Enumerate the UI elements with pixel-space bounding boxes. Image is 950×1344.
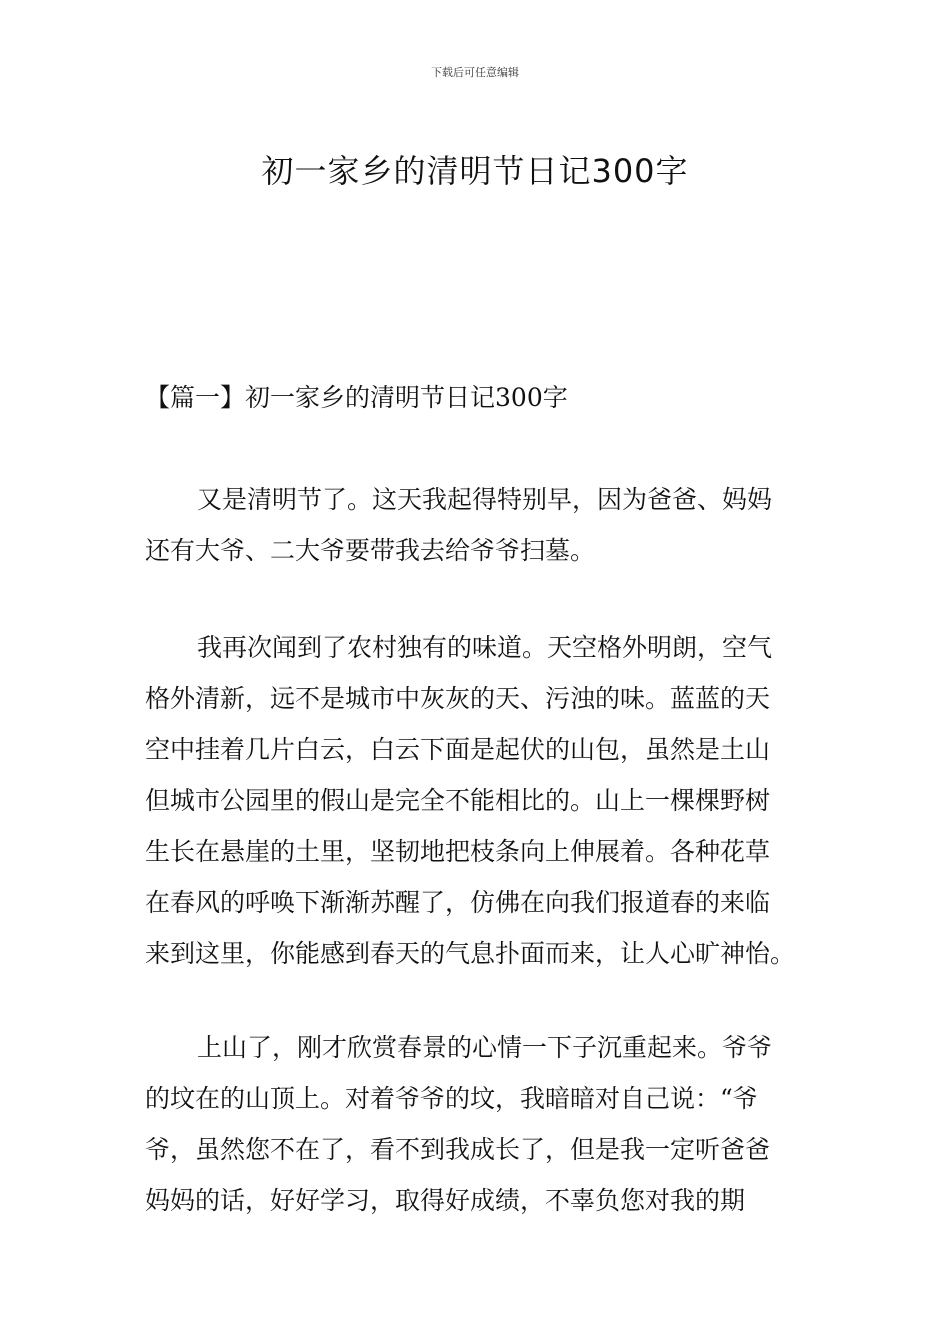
paragraph-line: 又是清明节了。这天我起得特别早，因为爸爸、妈妈 <box>197 485 773 514</box>
paragraph-line: 的坟在的山顶上。对着爷爷的坟，我暗暗对自己说：“爷 <box>145 1084 758 1113</box>
page-header-note: 下载后可任意编辑 <box>431 66 519 79</box>
paragraph-line: 上山了，刚才欣赏春景的心情一下子沉重起来。爷爷 <box>197 1033 773 1062</box>
paragraph-line: 妈妈的话，好好学习，取得好成绩，不辜负您对我的期 <box>145 1186 746 1215</box>
paragraph-2 <box>145 622 810 979</box>
paragraph-line: 但城市公园里的假山是完全不能相比的。山上一棵棵野树 <box>145 786 771 815</box>
paragraph-1 <box>145 474 810 576</box>
paragraph-line: 格外清新，远不是城市中灰灰的天、污浊的味。蓝蓝的天 <box>145 684 771 713</box>
section-heading: 【篇一】初一家乡的清明节日记300字 <box>145 383 568 412</box>
paragraph-line: 在春风的呼唤下渐渐苏醒了，仿佛在向我们报道春的来临 <box>145 888 771 917</box>
paragraph-line: 我再次闻到了农村独有的味道。天空格外明朗，空气 <box>197 633 773 662</box>
paragraph-line: 还有大爷、二大爷要带我去给爷爷扫墓。 <box>145 536 596 565</box>
paragraph-line: 空中挂着几片白云，白云下面是起伏的山包，虽然是土山 <box>145 735 771 764</box>
paragraph-line: 生长在悬崖的土里，坚韧地把枝条向上伸展着。各种花草 <box>145 837 771 866</box>
document-title: 初一家乡的清明节日记300字 <box>261 152 689 191</box>
paragraph-line: 爷，虽然您不在了，看不到我成长了，但是我一定听爸爸 <box>145 1135 771 1164</box>
paragraph-3 <box>145 1022 810 1226</box>
paragraph-line: 来到这里，你能感到春天的气息扑面而来，让人心旷神怡。 <box>145 939 796 968</box>
